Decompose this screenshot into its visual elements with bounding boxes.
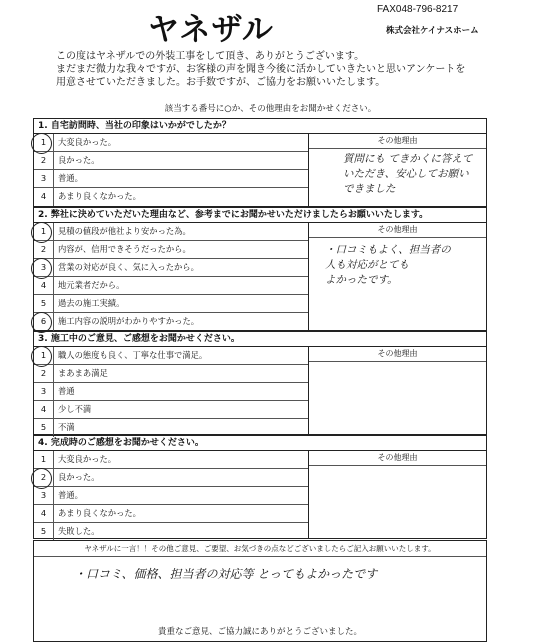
intro-text xyxy=(56,50,476,89)
handwritten-comment: ・口コミ、価格、担当者の対応等 とってもよかったです xyxy=(74,567,378,581)
options-list xyxy=(34,134,308,206)
option-label: 良かった。 xyxy=(58,155,100,165)
option-row[interactable]: 2 まあまあ満足 xyxy=(34,365,308,383)
option-row[interactable]: 1 職人の態度も良く、丁寧な仕事で満足。 xyxy=(34,347,308,365)
option-row[interactable]: 2 良かった。 xyxy=(34,469,308,487)
intro-line: 用意させていただきました。お手数ですが、ご協力をお願いいたします。 xyxy=(56,77,386,88)
option-row[interactable]: 3 普通 xyxy=(34,383,308,401)
option-label: 大変良かった。 xyxy=(58,454,117,464)
option-label: 内容が、信用できそうだったから。 xyxy=(58,244,191,254)
option-row[interactable]: 3 営業の対応が良く、気に入ったから。 xyxy=(34,259,308,277)
selection-circle xyxy=(31,312,52,333)
option-label: 失敗した。 xyxy=(58,526,100,536)
option-row[interactable]: 1 大変良かった。 xyxy=(34,451,308,469)
section-title: 2. 弊社に決めていただいた理由など、参考までにお聞かせいただけましたらお願いいたします。 xyxy=(34,208,486,223)
selection-circle xyxy=(31,346,52,367)
options-list xyxy=(34,347,308,437)
option-row[interactable]: 3 普通。 xyxy=(34,170,308,188)
option-row[interactable]: 5 不満 xyxy=(34,419,308,437)
other-reason-header: その他理由 xyxy=(309,134,486,149)
other-reason-box[interactable] xyxy=(308,223,486,330)
selection-circle xyxy=(31,468,52,489)
option-row[interactable]: 4 少し不満 xyxy=(34,401,308,419)
intro-line: この度はヤネザルでの外装工事をして頂き、ありがとうございます。 xyxy=(56,51,365,62)
option-label: 見積の値段が他社より安かった為。 xyxy=(58,226,191,236)
section-1 xyxy=(33,118,487,207)
thanks-text: 貴重なご意見、ご協力誠にありがとうございました。 xyxy=(157,627,362,637)
option-label: 不満 xyxy=(58,422,75,432)
section-2 xyxy=(33,207,487,331)
option-label: 施工内容の説明がわかりやすかった。 xyxy=(58,316,200,326)
intro-line: まだまだ微力な我々ですが、お客様の声を聞き今後に活かしていきたいと思いアンケートを xyxy=(56,64,466,75)
option-label: 普通 xyxy=(58,386,75,396)
comment-box[interactable] xyxy=(33,540,487,642)
option-label: 大変良かった。 xyxy=(58,137,117,147)
option-label: 過去の施工実績。 xyxy=(58,298,125,308)
option-row[interactable]: 3 普通。 xyxy=(34,487,308,505)
other-reason-header: その他理由 xyxy=(309,223,486,238)
other-reason-box[interactable] xyxy=(308,451,486,538)
handwritten-note: ・口コミもよく、担当者の 人も対応がとても よかったです。 xyxy=(325,244,451,286)
selection-circle xyxy=(31,222,52,243)
option-label: 少し不満 xyxy=(58,404,92,414)
selection-circle xyxy=(31,133,52,154)
section-title: 3. 施工中のご意見、ご感想をお聞かせください。 xyxy=(34,332,486,347)
section-title: 4. 完成時のご感想をお聞かせください。 xyxy=(34,436,486,451)
option-row[interactable]: 2 良かった。 xyxy=(34,152,308,170)
section-3 xyxy=(33,331,487,435)
section-4 xyxy=(33,435,487,539)
option-row[interactable]: 6 施工内容の説明がわかりやすかった。 xyxy=(34,313,308,331)
logo: ヤネザル xyxy=(148,12,274,48)
selection-circle xyxy=(31,258,52,279)
option-label: 営業の対応が良く、気に入ったから。 xyxy=(58,262,199,272)
option-label: 良かった。 xyxy=(58,472,100,482)
other-reason-header: その他理由 xyxy=(309,347,486,362)
option-row[interactable]: 4 あまり良くなかった。 xyxy=(34,505,308,523)
company-name: 株式会社ケイナスホーム xyxy=(386,26,479,36)
handwritten-note: 質問にも てきかくに答えて いただき、安心してお願い できました xyxy=(343,153,473,195)
option-label: あまり良くなかった。 xyxy=(58,191,141,201)
section-title: 1. 自宅訪問時、当社の印象はいかがでしたか？ xyxy=(34,119,486,134)
instruction: 該当する番号に○か、その他理由をお聞かせください。 xyxy=(164,104,377,114)
option-row[interactable]: 1 見積の値段が他社より安かった為。 xyxy=(34,223,308,241)
options-list xyxy=(34,451,308,541)
options-list xyxy=(34,223,308,331)
option-label: 普通。 xyxy=(58,490,83,500)
option-label: 職人の態度も良く、丁寧な仕事で満足。 xyxy=(58,350,208,360)
comment-header: ヤネザルに一言！！その他ご意見、ご要望、お気づきの点などございましたらご記入お願いいたします。 xyxy=(34,541,486,557)
option-row[interactable]: 5 失敗した。 xyxy=(34,523,308,541)
option-row[interactable]: 5 過去の施工実績。 xyxy=(34,295,308,313)
other-reason-box[interactable] xyxy=(308,347,486,434)
option-row[interactable]: 4 あまり良くなかった。 xyxy=(34,188,308,206)
option-label: 普通。 xyxy=(58,173,83,183)
option-label: 地元業者だから。 xyxy=(58,280,125,290)
option-row[interactable]: 4 地元業者だから。 xyxy=(34,277,308,295)
other-reason-box[interactable] xyxy=(308,134,486,206)
option-label: まあまあ満足 xyxy=(58,368,108,378)
option-row[interactable]: 2 内容が、信用できそうだったから。 xyxy=(34,241,308,259)
other-reason-header: その他理由 xyxy=(309,451,486,466)
fax-number: FAX048-796-8217 xyxy=(377,4,459,15)
option-row[interactable]: 1 大変良かった。 xyxy=(34,134,308,152)
option-label: あまり良くなかった。 xyxy=(58,508,141,518)
